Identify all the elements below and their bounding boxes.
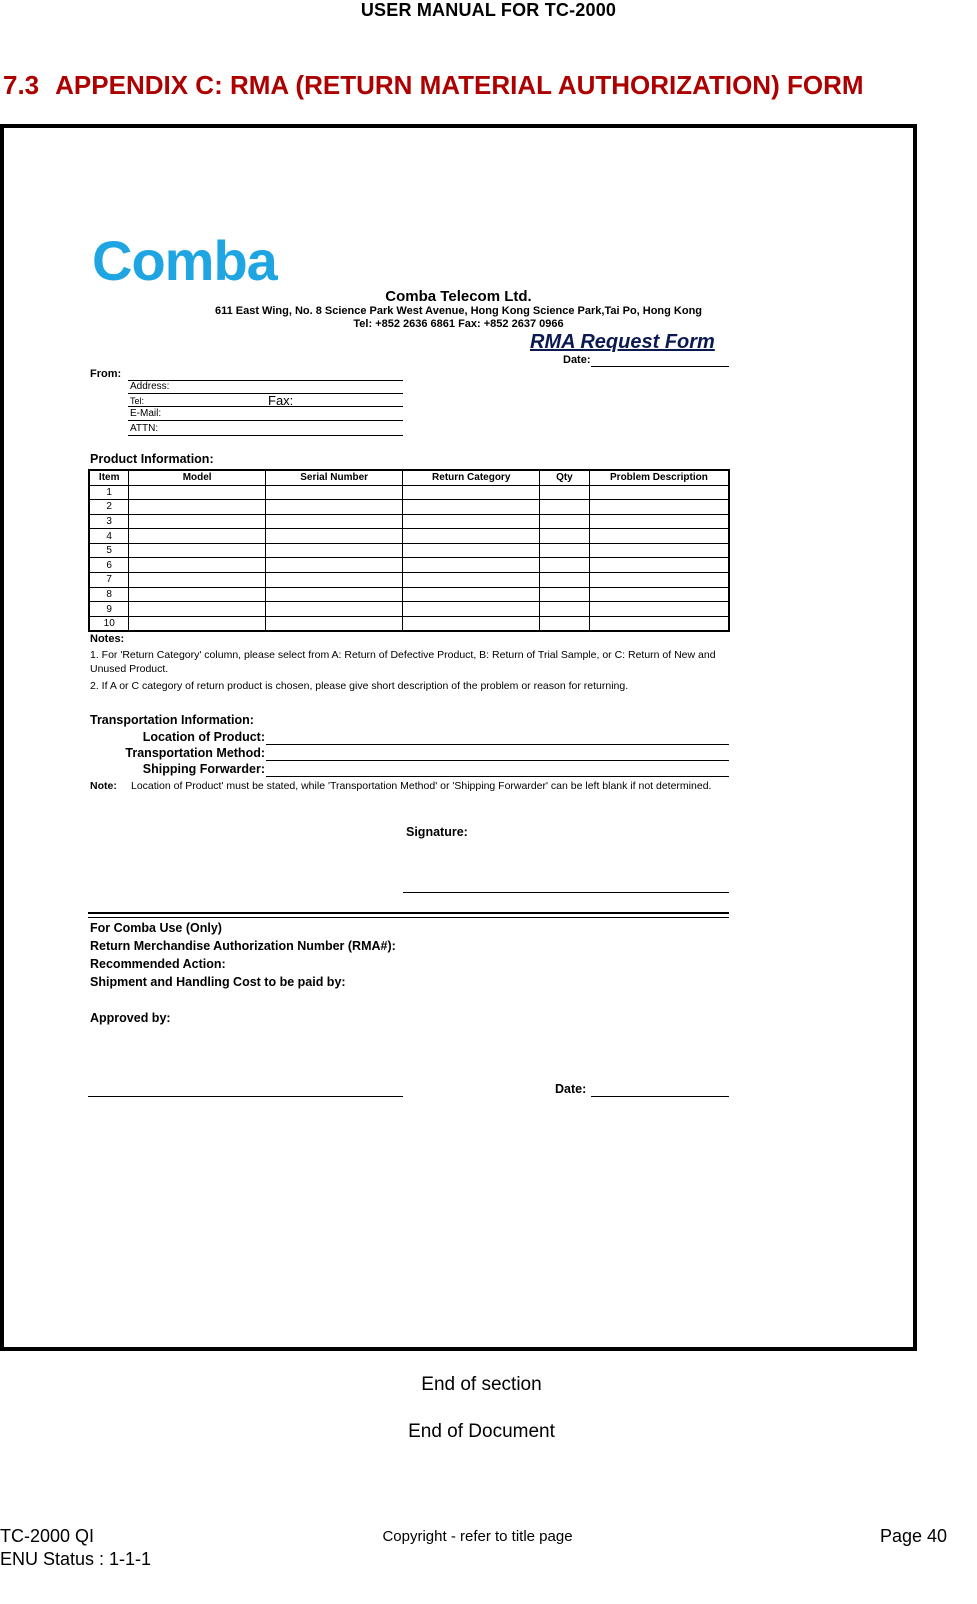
tel-line <box>128 406 403 407</box>
table-cell <box>129 602 266 617</box>
item-number-cell: 5 <box>89 543 129 558</box>
footer-copyright: Copyright - refer to title page <box>382 1528 573 1545</box>
item-number-cell: 3 <box>89 514 129 529</box>
approved-by-label: Approved by: <box>90 1011 171 1025</box>
table-row <box>89 485 729 500</box>
item-number-cell: 6 <box>89 558 129 573</box>
table-cell <box>540 602 590 617</box>
table-cell <box>129 573 266 588</box>
table-cell <box>540 558 590 573</box>
col-item: Item <box>89 470 129 485</box>
note-2: 2. If A or C category of return product is chosen, please give short description of the problem or reason for returning. <box>90 680 629 692</box>
table-cell <box>265 529 403 544</box>
table-cell <box>589 602 729 617</box>
bottom-date-line <box>591 1096 729 1097</box>
table-cell <box>129 558 266 573</box>
table-cell <box>129 529 266 544</box>
table-cell <box>265 587 403 602</box>
divider-bottom <box>88 917 729 918</box>
table-cell <box>265 616 403 631</box>
table-row <box>89 529 729 544</box>
table-cell <box>403 616 540 631</box>
attn-label: ATTN: <box>130 423 159 434</box>
col-qty: Qty <box>540 470 590 485</box>
end-of-section: End of section <box>421 1374 542 1395</box>
table-cell <box>540 543 590 558</box>
forwarder-line <box>266 776 729 777</box>
table-cell <box>129 485 266 500</box>
table-cell <box>540 500 590 515</box>
table-row <box>89 558 729 573</box>
table-cell <box>589 485 729 500</box>
table-row <box>89 573 729 588</box>
table-cell <box>540 573 590 588</box>
address-line <box>128 393 403 394</box>
table-cell <box>265 543 403 558</box>
divider-top <box>88 912 729 914</box>
table-cell <box>540 616 590 631</box>
section-number: 7.3 <box>3 70 40 100</box>
table-cell <box>403 500 540 515</box>
footer-page-number: Page 40 <box>880 1526 948 1546</box>
item-number-cell: 7 <box>89 573 129 588</box>
product-table <box>88 469 730 632</box>
table-cell <box>129 500 266 515</box>
company-phone: Tel: +852 2636 6861 Fax: +852 2637 0966 <box>353 318 564 330</box>
footer-doc-id: TC-2000 QI <box>0 1526 95 1546</box>
table-cell <box>403 485 540 500</box>
rma-number-label: Return Merchandise Authorization Number (RMA#): <box>90 939 396 953</box>
notes-label: Notes: <box>90 633 125 645</box>
section-title <box>3 70 864 101</box>
page-header: USER MANUAL FOR TC-2000 <box>360 0 617 20</box>
shipment-cost-label: Shipment and Handling Cost to be paid by: <box>90 975 346 989</box>
table-cell <box>589 573 729 588</box>
section-title-text: APPENDIX C: RMA (RETURN MATERIAL AUTHORIZATION) FORM <box>55 70 864 100</box>
attn-line <box>128 435 403 436</box>
table-cell <box>403 602 540 617</box>
table-cell <box>403 529 540 544</box>
table-cell <box>403 573 540 588</box>
table-cell <box>540 529 590 544</box>
method-line <box>266 760 729 761</box>
table-cell <box>589 514 729 529</box>
table-cell <box>265 485 403 500</box>
col-model: Model <box>129 470 266 485</box>
table-cell <box>540 485 590 500</box>
comba-logo: Comba <box>92 229 277 292</box>
table-cell <box>540 514 590 529</box>
transport-info-label: Transportation Information: <box>90 713 254 727</box>
table-cell <box>403 543 540 558</box>
rma-form-title: RMA Request Form <box>530 331 715 353</box>
item-number-cell: 8 <box>89 587 129 602</box>
table-row <box>89 616 729 631</box>
table-cell <box>265 558 403 573</box>
comba-use-label: For Comba Use (Only) <box>90 921 222 935</box>
tel-label: Tel: <box>130 396 145 406</box>
email-label: E-Mail: <box>130 408 162 419</box>
table-cell <box>589 587 729 602</box>
email-line <box>128 420 403 421</box>
col-problem-description: Problem Description <box>589 470 729 485</box>
table-cell <box>589 500 729 515</box>
table-cell <box>589 558 729 573</box>
company-address: 611 East Wing, No. 8 Science Park West Avenue, Hong Kong Science Park,Tai Po, Hong Kong <box>214 305 703 317</box>
location-label: Location of Product: <box>142 730 265 744</box>
table-cell <box>129 514 266 529</box>
item-number-cell: 9 <box>89 602 129 617</box>
col-serial-number: Serial Number <box>265 470 403 485</box>
table-cell <box>589 616 729 631</box>
table-row <box>89 602 729 617</box>
note-1: 1. For 'Return Category' column, please select from A: Return of Defective Product, B: Return of Trial Sample, or C: Return of New and Unused Product. <box>90 649 716 675</box>
method-label: Transportation Method: <box>125 746 265 760</box>
date-label: Date: <box>563 354 591 366</box>
item-number-cell: 1 <box>89 485 129 500</box>
table-cell <box>589 529 729 544</box>
table-row <box>89 500 729 515</box>
table-cell <box>403 587 540 602</box>
table-cell <box>129 616 266 631</box>
forwarder-label: Shipping Forwarder: <box>142 762 265 776</box>
item-number-cell: 2 <box>89 500 129 515</box>
table-cell <box>265 514 403 529</box>
recommended-action-label: Recommended Action: <box>90 957 226 971</box>
location-line <box>266 744 729 745</box>
table-cell <box>265 602 403 617</box>
table-cell <box>540 587 590 602</box>
transport-note: Location of Product' must be stated, while 'Transportation Method' or 'Shipping Forwarder' can be left blank if not determined. <box>131 780 712 792</box>
table-cell <box>403 514 540 529</box>
table-cell <box>265 573 403 588</box>
company-name: Comba Telecom Ltd. <box>385 288 532 305</box>
date-line <box>591 366 729 367</box>
product-info-label: Product Information: <box>90 452 214 466</box>
signature-label: Signature: <box>406 825 468 839</box>
fax-label: Fax: <box>268 393 294 408</box>
table-row <box>89 587 729 602</box>
table-cell <box>129 543 266 558</box>
address-label: Address: <box>130 381 170 392</box>
table-cell <box>403 558 540 573</box>
table-header-row <box>89 470 729 485</box>
col-return-category: Return Category <box>403 470 540 485</box>
table-cell <box>265 500 403 515</box>
transport-note-label: Note: <box>90 780 117 792</box>
table-cell <box>589 543 729 558</box>
item-number-cell: 10 <box>89 616 129 631</box>
bottom-date-label: Date: <box>555 1082 587 1096</box>
footer-status: ENU Status : 1-1-1 <box>0 1549 152 1569</box>
item-number-cell: 4 <box>89 529 129 544</box>
table-row <box>89 543 729 558</box>
approver-line <box>88 1096 403 1097</box>
table-cell <box>129 587 266 602</box>
from-label: From: <box>90 368 122 380</box>
end-of-document: End of Document <box>408 1421 555 1442</box>
table-row <box>89 514 729 529</box>
signature-line <box>403 892 729 893</box>
